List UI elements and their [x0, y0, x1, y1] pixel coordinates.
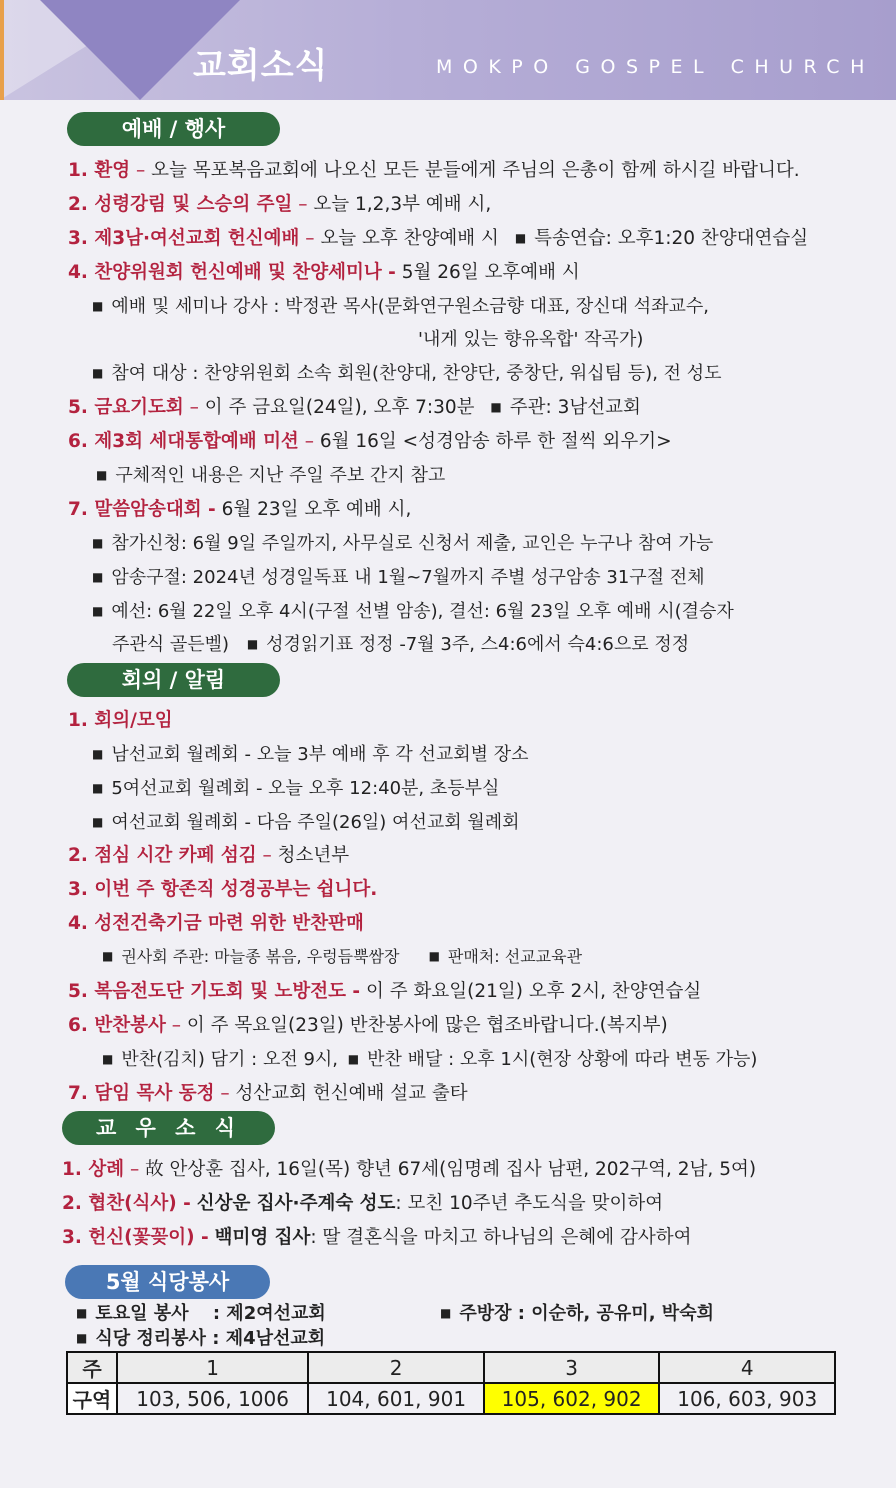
item-text: : 모친 10주년 추도식을 맞이하여 [395, 1193, 664, 1214]
detail-text: 예선: 6월 22일 오후 4시(구절 선별 암송), 결선: 6월 23일 오후 예배 시(결승자 [111, 601, 734, 622]
item-number: 2. 점심 시간 카페 섬김 [68, 845, 257, 866]
item-name: 신상운 집사·주계숙 성도 [196, 1193, 396, 1214]
item-extra: 특송연습: 오후1:20 찬양대연습실 [534, 228, 809, 249]
item-number: 4. 찬양위원회 헌신예배 및 찬양세미나 - [68, 262, 396, 283]
bullet-icon: ■ [92, 299, 104, 313]
detail-text: 권사회 주관: 마늘종 볶음, 우렁듬뿍쌈장 [121, 947, 400, 966]
bullet-icon: ■ [76, 1306, 88, 1320]
detail-text: 여선교회 월례회 - 다음 주일(26일) 여선교회 월례회 [111, 812, 520, 833]
zone-cell: 106, 603, 903 [659, 1383, 835, 1414]
meeting-item-4 [68, 909, 364, 935]
meeting-item-1-detail-2 [92, 774, 499, 800]
item-text: 오늘 오후 찬양예배 시 [320, 228, 499, 249]
worship-item-6-detail [96, 461, 445, 487]
saturday-service [76, 1299, 326, 1325]
item-extra: 주관: 3남선교회 [509, 397, 641, 418]
meeting-item-2: 2. 점심 시간 카페 섬김 – 청소년부 [68, 845, 350, 866]
meeting-item-4-detail [102, 944, 582, 967]
bullet-icon: ■ [92, 781, 104, 795]
item-number: 5. 복음전도단 기도회 및 노방전도 - [68, 981, 361, 1002]
bullet-icon: ■ [246, 637, 259, 651]
item-text: 5월 26일 오후예배 시 [401, 262, 580, 283]
bullet-icon: ■ [92, 366, 104, 380]
page-title: 교회소식 [193, 46, 329, 86]
label: 주방장 : [459, 1303, 525, 1324]
item-text: : 딸 결혼식을 마치고 하나님의 은혜에 감사하여 [310, 1227, 692, 1248]
bullet-icon: ■ [102, 1052, 114, 1066]
worship-item-4-detail-1b: '내게 있는 향유옥합' 작곡가) [418, 329, 644, 350]
table-header-week: 주 [67, 1352, 117, 1383]
bullet-icon: ■ [92, 747, 104, 761]
meeting-item-6: 6. 반찬봉사 – 이 주 목요일(23일) 반찬봉사에 많은 협조바랍니다.(복지부) [68, 1015, 668, 1036]
item-name: 백미영 집사 [214, 1227, 311, 1248]
worship-item-4-detail-1 [92, 292, 709, 318]
value: : 제4남선교회 [212, 1328, 326, 1349]
item-number: 2. 협찬(식사) - [62, 1193, 191, 1214]
section-worship-heading: 예배 / 행사 [67, 112, 280, 146]
bullet-icon: ■ [96, 468, 108, 482]
detail-text: 암송구절: 2024년 성경일독표 내 1월~7월까지 주별 성구암송 31구절 전체 [111, 567, 705, 588]
section-cafeteria-heading: 5월 식당봉사 [65, 1265, 270, 1299]
worship-item-1: 1. 환영 – 오늘 목포복음교회에 나오신 모든 분들에게 주님의 은총이 함께 하시길 바랍니다. [68, 160, 800, 181]
worship-item-7-detail-2 [92, 563, 705, 589]
bullet-icon: ■ [92, 604, 104, 618]
item-number: 4. 성전건축기금 마련 위한 반찬판매 [68, 913, 364, 934]
header-accent-bar [0, 0, 4, 100]
item-text: 이 주 금요일(24일), 오후 7:30분 [204, 397, 475, 418]
week-cell: 3 [484, 1352, 660, 1383]
label: 토요일 봉사 [95, 1303, 189, 1324]
meeting-item-1-detail-3 [92, 808, 520, 834]
week-cell: 4 [659, 1352, 835, 1383]
label: 식당 정리봉사 [95, 1328, 206, 1349]
item-text: 오늘 1,2,3부 예배 시, [313, 194, 492, 215]
bullet-icon: ■ [347, 1052, 360, 1066]
bullet-icon: ■ [92, 536, 104, 550]
zone-cell-highlighted: 105, 602, 902 [484, 1383, 660, 1414]
table-row-zones [67, 1383, 835, 1414]
cafeteria-schedule-table [66, 1351, 836, 1415]
members-item-1: 1. 상례 – 故 안상훈 집사, 16일(목) 향년 67세(임명례 집사 남편, 202구역, 2남, 5여) [62, 1159, 757, 1180]
value: : 제2여선교회 [212, 1303, 326, 1324]
bullet-icon: ■ [92, 570, 104, 584]
detail-text: 예배 및 세미나 강사 : 박정관 목사(문화연구원소금향 대표, 장신대 석좌교수, [111, 296, 710, 317]
bullet-icon: ■ [440, 1306, 452, 1320]
meeting-item-6-detail [102, 1045, 757, 1071]
bullet-icon: ■ [76, 1331, 88, 1345]
item-number: 3. 헌신(꽃꽂이) - [62, 1227, 209, 1248]
bullet-icon: ■ [514, 231, 527, 245]
item-text: 오늘 목포복음교회에 나오신 모든 분들에게 주님의 은총이 함께 하시길 바랍니다. [151, 160, 800, 181]
meeting-item-5 [68, 977, 701, 1003]
item-number: 7. 담임 목사 동정 [68, 1083, 215, 1104]
worship-item-5: 5. 금요기도회 – 이 주 금요일(24일), 오후 7:30분 ■ 주관: 3남선교회 [68, 397, 641, 418]
head-cook [440, 1299, 714, 1325]
item-text: 이 주 목요일(23일) 반찬봉사에 많은 협조바랍니다.(복지부) [186, 1015, 668, 1036]
worship-item-4-detail-2 [92, 359, 722, 385]
bullet-icon: ■ [92, 815, 104, 829]
section-members-heading: 교 우 소 식 [62, 1111, 275, 1145]
item-number: 1. 상례 [62, 1159, 125, 1180]
header-banner [0, 0, 896, 100]
week-cell: 1 [117, 1352, 308, 1383]
item-text: 성산교회 헌신예배 설교 출타 [235, 1083, 468, 1104]
zone-cell: 103, 506, 1006 [117, 1383, 308, 1414]
detail-text: 반찬(김치) 담기 : 오전 9시, [121, 1049, 339, 1070]
item-text: 故 안상훈 집사, 16일(목) 향년 67세(임명례 집사 남편, 202구역, 2남, 5여) [145, 1159, 757, 1180]
item-text: 청소년부 [277, 845, 350, 866]
item-number: 6. 반찬봉사 [68, 1015, 166, 1036]
detail-text: 5여선교회 월례회 - 오늘 오후 12:40분, 초등부실 [111, 778, 500, 799]
members-item-2 [62, 1189, 663, 1215]
worship-item-7-detail-1 [92, 529, 713, 555]
worship-item-7-detail-3 [92, 597, 734, 623]
worship-item-3: 3. 제3남·여선교회 헌신예배 – 오늘 오후 찬양예배 시 ■ 특송연습: 오후1:20 찬양대연습실 [68, 228, 809, 249]
worship-item-2: 2. 성령강림 및 스승의 주일 – 오늘 1,2,3부 예배 시, [68, 194, 492, 215]
bullet-icon: ■ [490, 400, 502, 414]
detail-text: 성경읽기표 정정 -7월 3주, 스4:6에서 슥4:6으로 정정 [266, 634, 690, 655]
item-text: 이 주 화요일(21일) 오후 2시, 찬양연습실 [366, 981, 702, 1002]
week-cell: 2 [308, 1352, 484, 1383]
worship-item-6: 6. 제3회 세대통합예배 미션 – 6월 16일 <성경암송 하루 한 절씩 외우기> [68, 431, 672, 452]
item-text: 6월 16일 <성경암송 하루 한 절씩 외우기> [319, 431, 672, 452]
section-meeting-heading: 회의 / 알림 [67, 663, 280, 697]
meeting-item-3 [68, 875, 377, 901]
item-number: 7. 말씀암송대회 - [68, 499, 216, 520]
item-number: 5. 금요기도회 [68, 397, 184, 418]
members-item-3 [62, 1223, 692, 1249]
item-number: 2. 성령강림 및 스승의 주일 [68, 194, 293, 215]
item-number: 6. 제3회 세대통합예배 미션 [68, 431, 299, 452]
detail-text: 판매처: 선교교육관 [447, 947, 583, 966]
item-number: 1. 환영 [68, 160, 131, 181]
church-name: MOKPO GOSPEL CHURCH [436, 56, 875, 78]
table-header-zone: 구역 [67, 1383, 117, 1414]
cleanup-service [76, 1324, 325, 1350]
detail-text: 반찬 배달 : 오후 1시(현장 상황에 따라 변동 가능) [367, 1049, 758, 1070]
table-row-weeks [67, 1352, 835, 1383]
bullet-icon: ■ [428, 949, 440, 963]
detail-text: 구체적인 내용은 지난 주일 주보 간지 참고 [115, 465, 446, 486]
meeting-item-1 [68, 706, 173, 732]
detail-text: 참가신청: 6월 9일 주일까지, 사무실로 신청서 제출, 교인은 누구나 참여 가능 [111, 533, 714, 554]
zone-cell: 104, 601, 901 [308, 1383, 484, 1414]
detail-text: 남선교회 월례회 - 오늘 3부 예배 후 각 선교회별 장소 [111, 744, 529, 765]
item-text: 6월 23일 오후 예배 시, [221, 499, 412, 520]
detail-text: 참여 대상 : 찬양위원회 소속 회원(찬양대, 찬양단, 중창단, 워십팀 등), 전 성도 [111, 363, 722, 384]
value: 이순하, 공유미, 박숙희 [531, 1303, 714, 1324]
worship-item-7 [68, 495, 411, 521]
detail-text: 주관식 골든벨) [112, 634, 230, 655]
meeting-item-7: 7. 담임 목사 동정 – 성산교회 헌신예배 설교 출타 [68, 1083, 468, 1104]
item-number: 3. 이번 주 항존직 성경공부는 쉽니다. [68, 879, 378, 900]
worship-item-4 [68, 258, 580, 284]
bullet-icon: ■ [102, 949, 114, 963]
worship-item-7-detail-3b [112, 630, 689, 656]
item-number: 1. 회의/모임 [68, 710, 173, 731]
item-number: 3. 제3남·여선교회 헌신예배 [68, 228, 300, 249]
meeting-item-1-detail-1 [92, 740, 529, 766]
